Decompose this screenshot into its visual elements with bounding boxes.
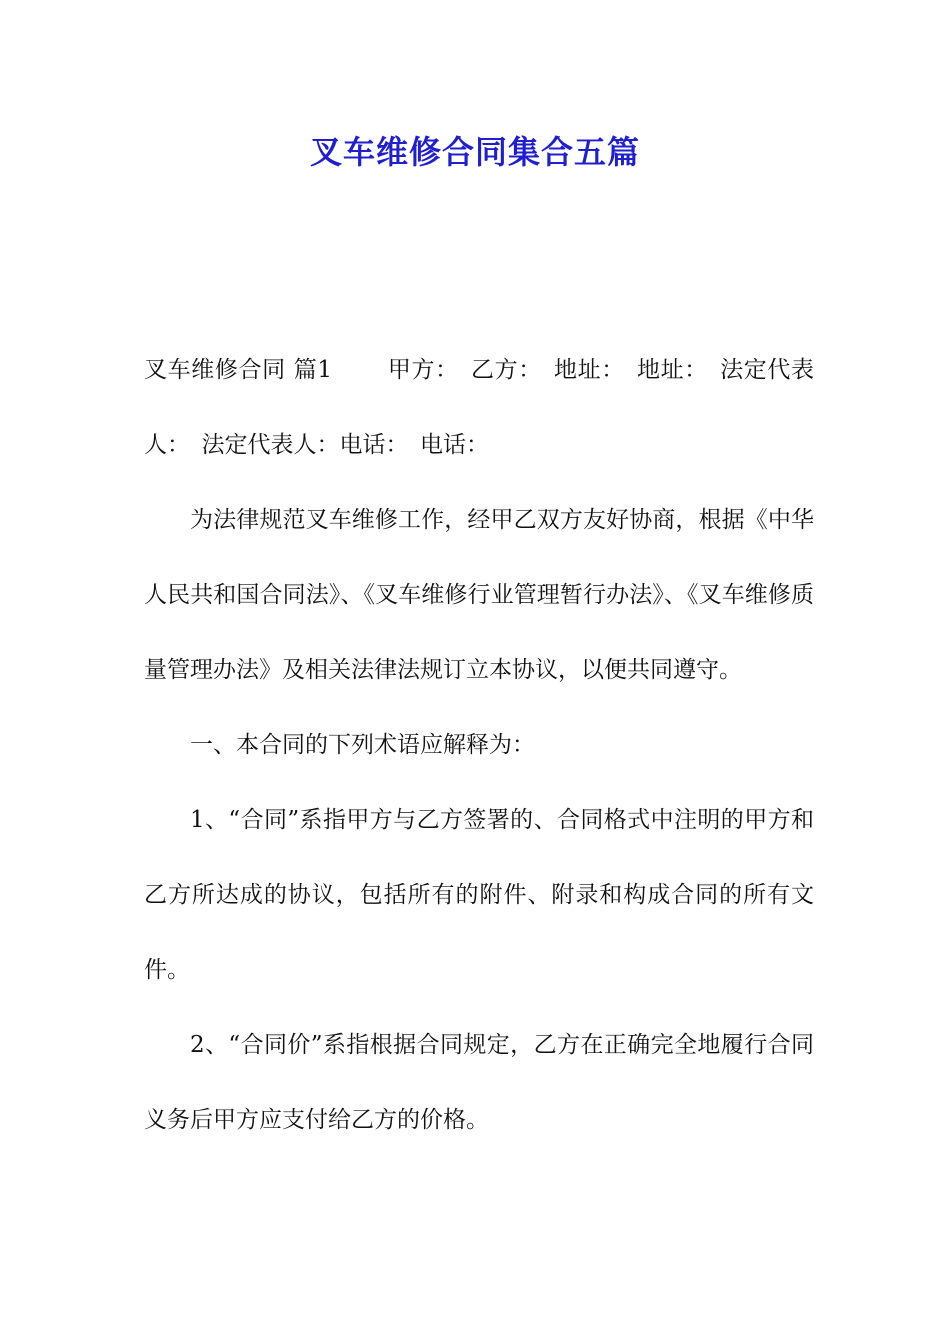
document-body [144,333,814,1158]
paragraph-parties: 叉车维修合同 篇1 甲方： 乙方： 地址： 地址： 法定代表人： 法定代表人：电话： 电话： [144,357,814,458]
document-title: 叉车维修合同集合五篇 [309,133,640,171]
paragraph-section-heading: 一、本合同的下列术语应解释为： [190,732,535,758]
paragraph-preamble: 为法律规范叉车维修工作，经甲乙双方友好协商，根据《中华人民共和国合同法》、《叉车维修行业管理暂行办法》、《叉车维修质量管理办法》及相关法律法规订立本协议，以便共同遵守。 [144,507,814,683]
paragraph-definition-price: 2、“合同价”系指根据合同规定，乙方在正确完全地履行合同义务后甲方应支付给乙方的价格。 [144,1032,814,1133]
paragraph-definition-contract: 1、“合同”系指甲方与乙方签署的、合同格式中注明的甲方和乙方所达成的协议，包括所有的附件、附录和构成合同的所有文件。 [144,807,814,983]
